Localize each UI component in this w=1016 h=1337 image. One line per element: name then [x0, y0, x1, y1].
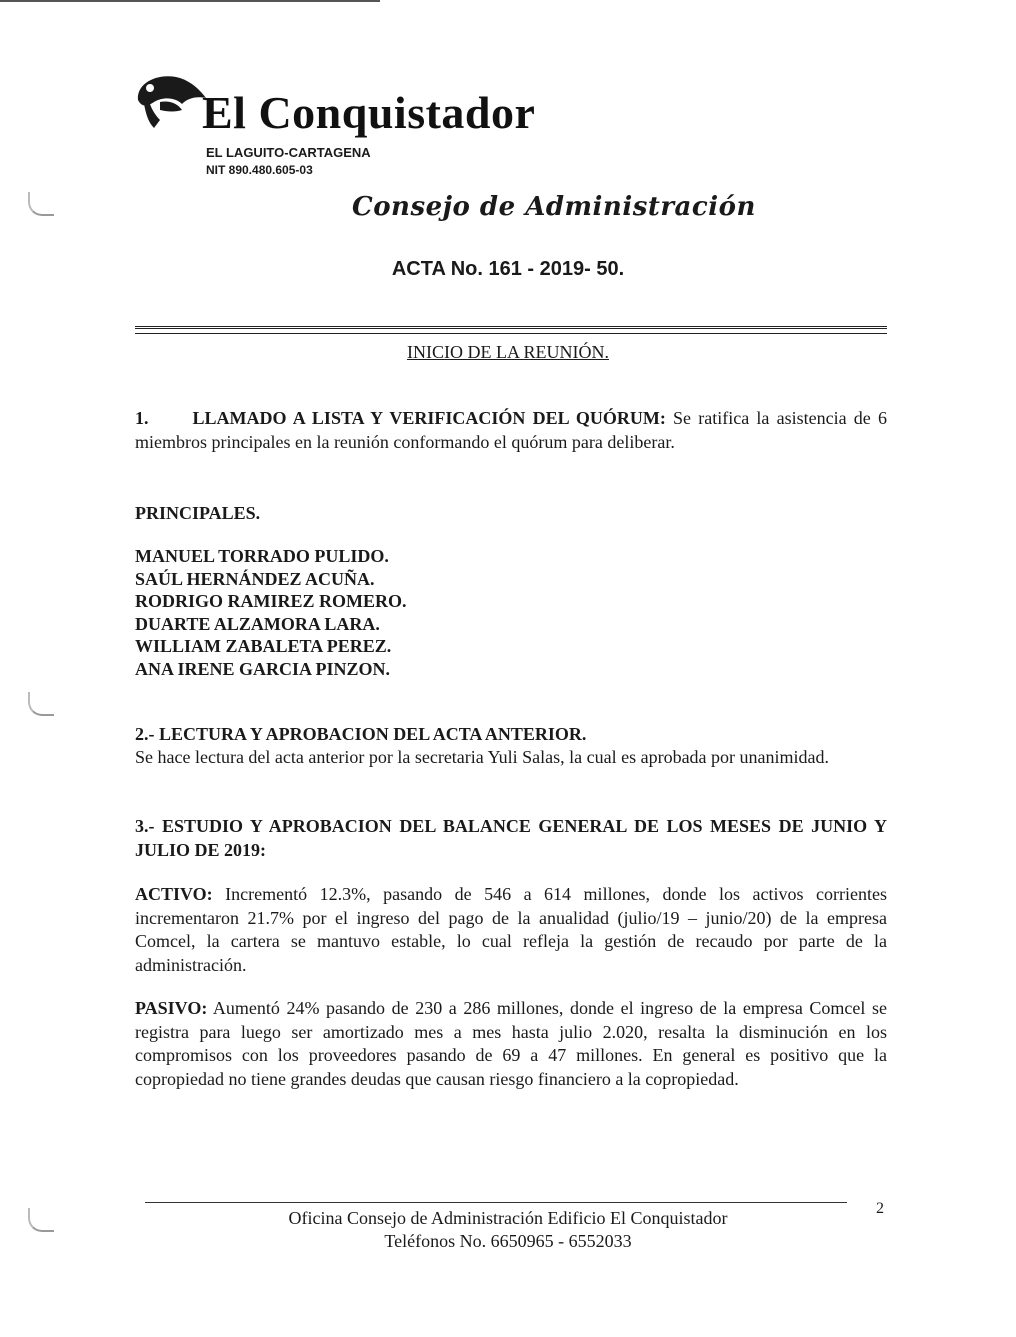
member-name: WILLIAM ZABALETA PEREZ. — [135, 636, 392, 656]
brand-location: EL LAGUITO-CARTAGENA — [206, 145, 371, 160]
organ-title: Consejo de Administración — [352, 192, 756, 222]
footer-office: Oficina Consejo de Administración Edificio El Conquistador — [288, 1208, 728, 1228]
footer-rule — [145, 1202, 847, 1203]
item-1-number: 1. — [135, 408, 149, 428]
punch-hole-mark — [28, 192, 54, 216]
footer-block — [0, 1207, 1016, 1253]
conquistador-helmet-logo-icon — [130, 70, 210, 140]
item-3-title: 3.- ESTUDIO Y APROBACION DEL BALANCE GENERAL DE LOS MESES DE JUNIO Y JULIO DE 2019: — [135, 816, 887, 860]
member-name: MANUEL TORRADO PULIDO. — [135, 546, 389, 566]
footer-phones: Teléfonos No. 6650965 - 6552033 — [384, 1231, 632, 1251]
activo-paragraph — [135, 883, 887, 977]
acta-number: ACTA No. 161 - 2019- 50. — [391, 258, 625, 280]
scan-edge-line — [0, 0, 380, 2]
item-1-paragraph — [135, 407, 887, 454]
brand-nit: NIT 890.480.605-03 — [206, 163, 313, 177]
pasivo-text: Aumentó 24% pasando de 230 a 286 millones, donde el ingreso de la empresa Comcel se registra para luego ser amortizado mes a mes hasta julio 2.020, resalta la disminución en los compromisos con los proveedores pasando de 69 a 47 millones. En general es positivo que la copropiedad no tiene grandes deudas que causan riesgo financiero a la copropiedad. — [135, 998, 887, 1089]
member-name: SAÚL HERNÁNDEZ ACUÑA. — [135, 568, 375, 589]
member-name: RODRIGO RAMIREZ ROMERO. — [135, 591, 407, 611]
page-number: 2 — [876, 1200, 884, 1217]
section-title: INICIO DE LA REUNIÓN. — [407, 342, 609, 362]
pasivo-label: PASIVO: — [135, 998, 208, 1018]
item-2-text: Se hace lectura del acta anterior por la secretaria Yuli Salas, la cual es aprobada por unanimidad. — [135, 747, 830, 767]
brand-name: El Conquistador — [202, 87, 536, 138]
member-name: DUARTE ALZAMORA LARA. — [135, 613, 380, 634]
double-rule-divider — [135, 326, 887, 334]
member-name: ANA IRENE GARCIA PINZON. — [135, 658, 391, 679]
principales-label: PRINCIPALES. — [135, 503, 261, 523]
item-1-title: LLAMADO A LISTA Y VERIFICACIÓN DEL QUÓRUM: — [192, 408, 666, 428]
members-list — [135, 545, 407, 680]
activo-label: ACTIVO: — [135, 884, 213, 904]
item-1-text: Se ratifica la asistencia de 6 miembros principales en la reunión conformando el quórum para deliberar. — [135, 408, 888, 452]
item-2-title: 2.- LECTURA Y APROBACION DEL ACTA ANTERIOR. — [135, 724, 587, 744]
pasivo-paragraph — [135, 997, 887, 1091]
punch-hole-mark — [28, 692, 54, 716]
activo-text: Incrementó 12.3%, pasando de 546 a 614 millones, donde los activos corrientes incrementaron 21.7% por el ingreso del pago de la anualidad (julio/19 – junio/20) de la empresa Comcel, la cartera se mantuvo estable, lo cual refleja la gestión de recaudo por parte de la administración. — [135, 884, 887, 975]
